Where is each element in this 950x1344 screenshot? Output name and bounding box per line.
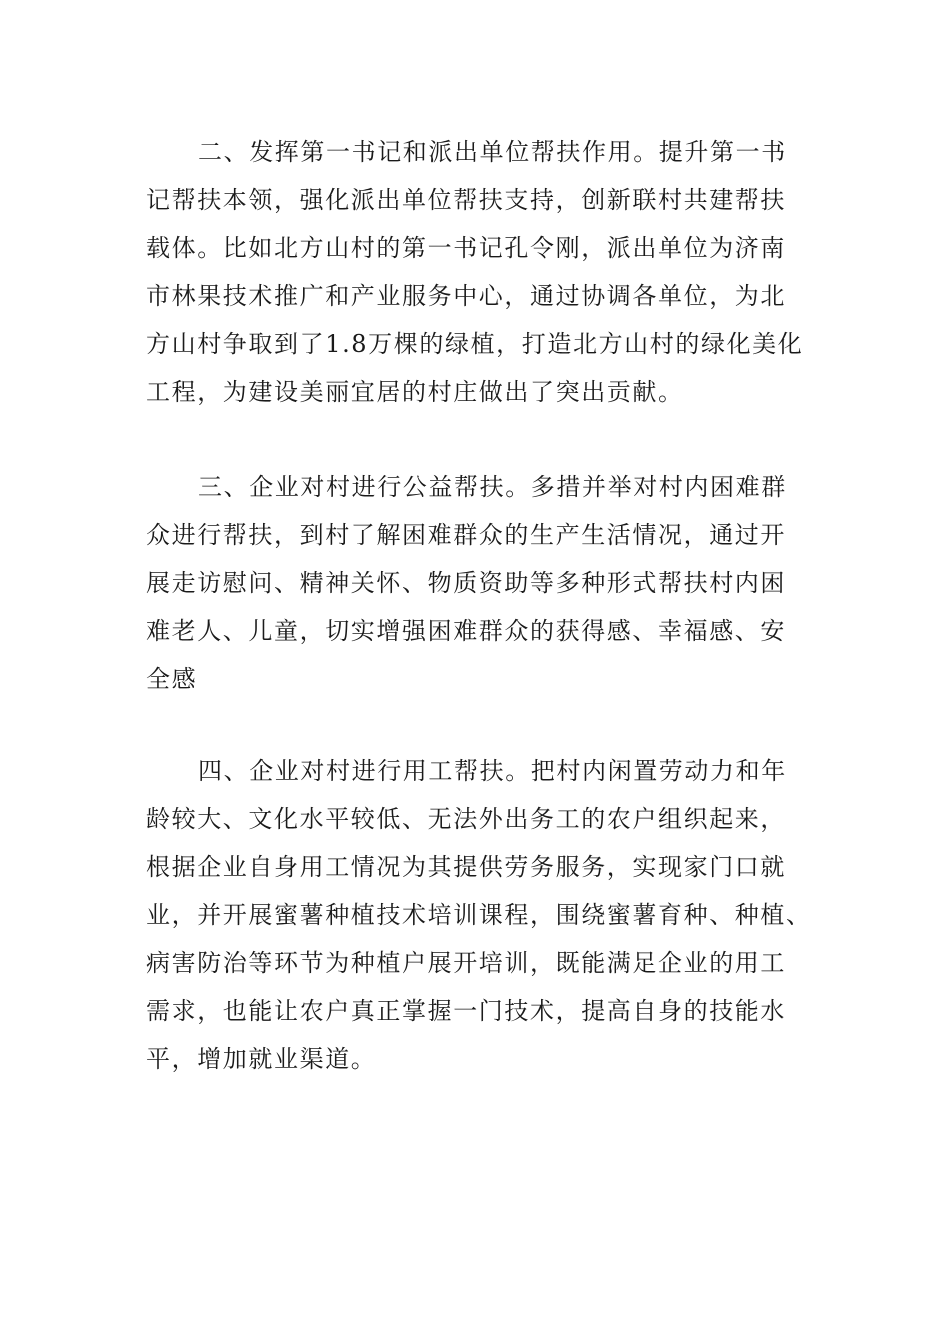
- text-line: 根据企业自身用工情况为其提供劳务服务，实现家门口就: [146, 853, 786, 881]
- text-line: 众进行帮扶，到村了解困难群众的生产生活情况，通过开: [146, 521, 786, 549]
- text-line: 方山村争取到了1.8万棵的绿植，打造北方山村的绿化美化: [146, 330, 804, 358]
- text-line: 病害防治等环节为种植户展开培训，既能满足企业的用工: [146, 949, 786, 977]
- text-line: 三、企业对村进行公益帮扶。多措并举对村内困难群: [198, 473, 787, 501]
- paragraph-first-secretary: [146, 128, 846, 416]
- paragraph-public-welfare: [146, 463, 846, 703]
- text-line: 全感: [146, 665, 198, 693]
- text-line: 二、发挥第一书记和派出单位帮扶作用。提升第一书: [198, 138, 787, 166]
- text-line: 难老人、儿童，切实增强困难群众的获得感、幸福感、安: [146, 617, 786, 645]
- text-line: 四、企业对村进行用工帮扶。把村内闲置劳动力和年: [198, 757, 787, 785]
- paragraph-employment: [146, 747, 846, 1083]
- text-line: 工程，为建设美丽宜居的村庄做出了突出贡献。: [146, 378, 684, 406]
- text-line: 业，并开展蜜薯种植技术培训课程，围绕蜜薯育种、种植、: [146, 901, 812, 929]
- text-line: 展走访慰问、精神关怀、物质资助等多种形式帮扶村内困: [146, 569, 786, 597]
- text-line: 载体。比如北方山村的第一书记孔令刚，派出单位为济南: [146, 234, 786, 262]
- text-line: 市林果技术推广和产业服务中心，通过协调各单位，为北: [146, 282, 786, 310]
- text-line: 需求，也能让农户真正掌握一门技术，提高自身的技能水: [146, 997, 786, 1025]
- text-line: 记帮扶本领，强化派出单位帮扶支持，创新联村共建帮扶: [146, 186, 786, 214]
- text-line: 平，增加就业渠道。: [146, 1045, 377, 1073]
- text-line: 龄较大、文化水平较低、无法外出务工的农户组织起来，: [146, 805, 786, 833]
